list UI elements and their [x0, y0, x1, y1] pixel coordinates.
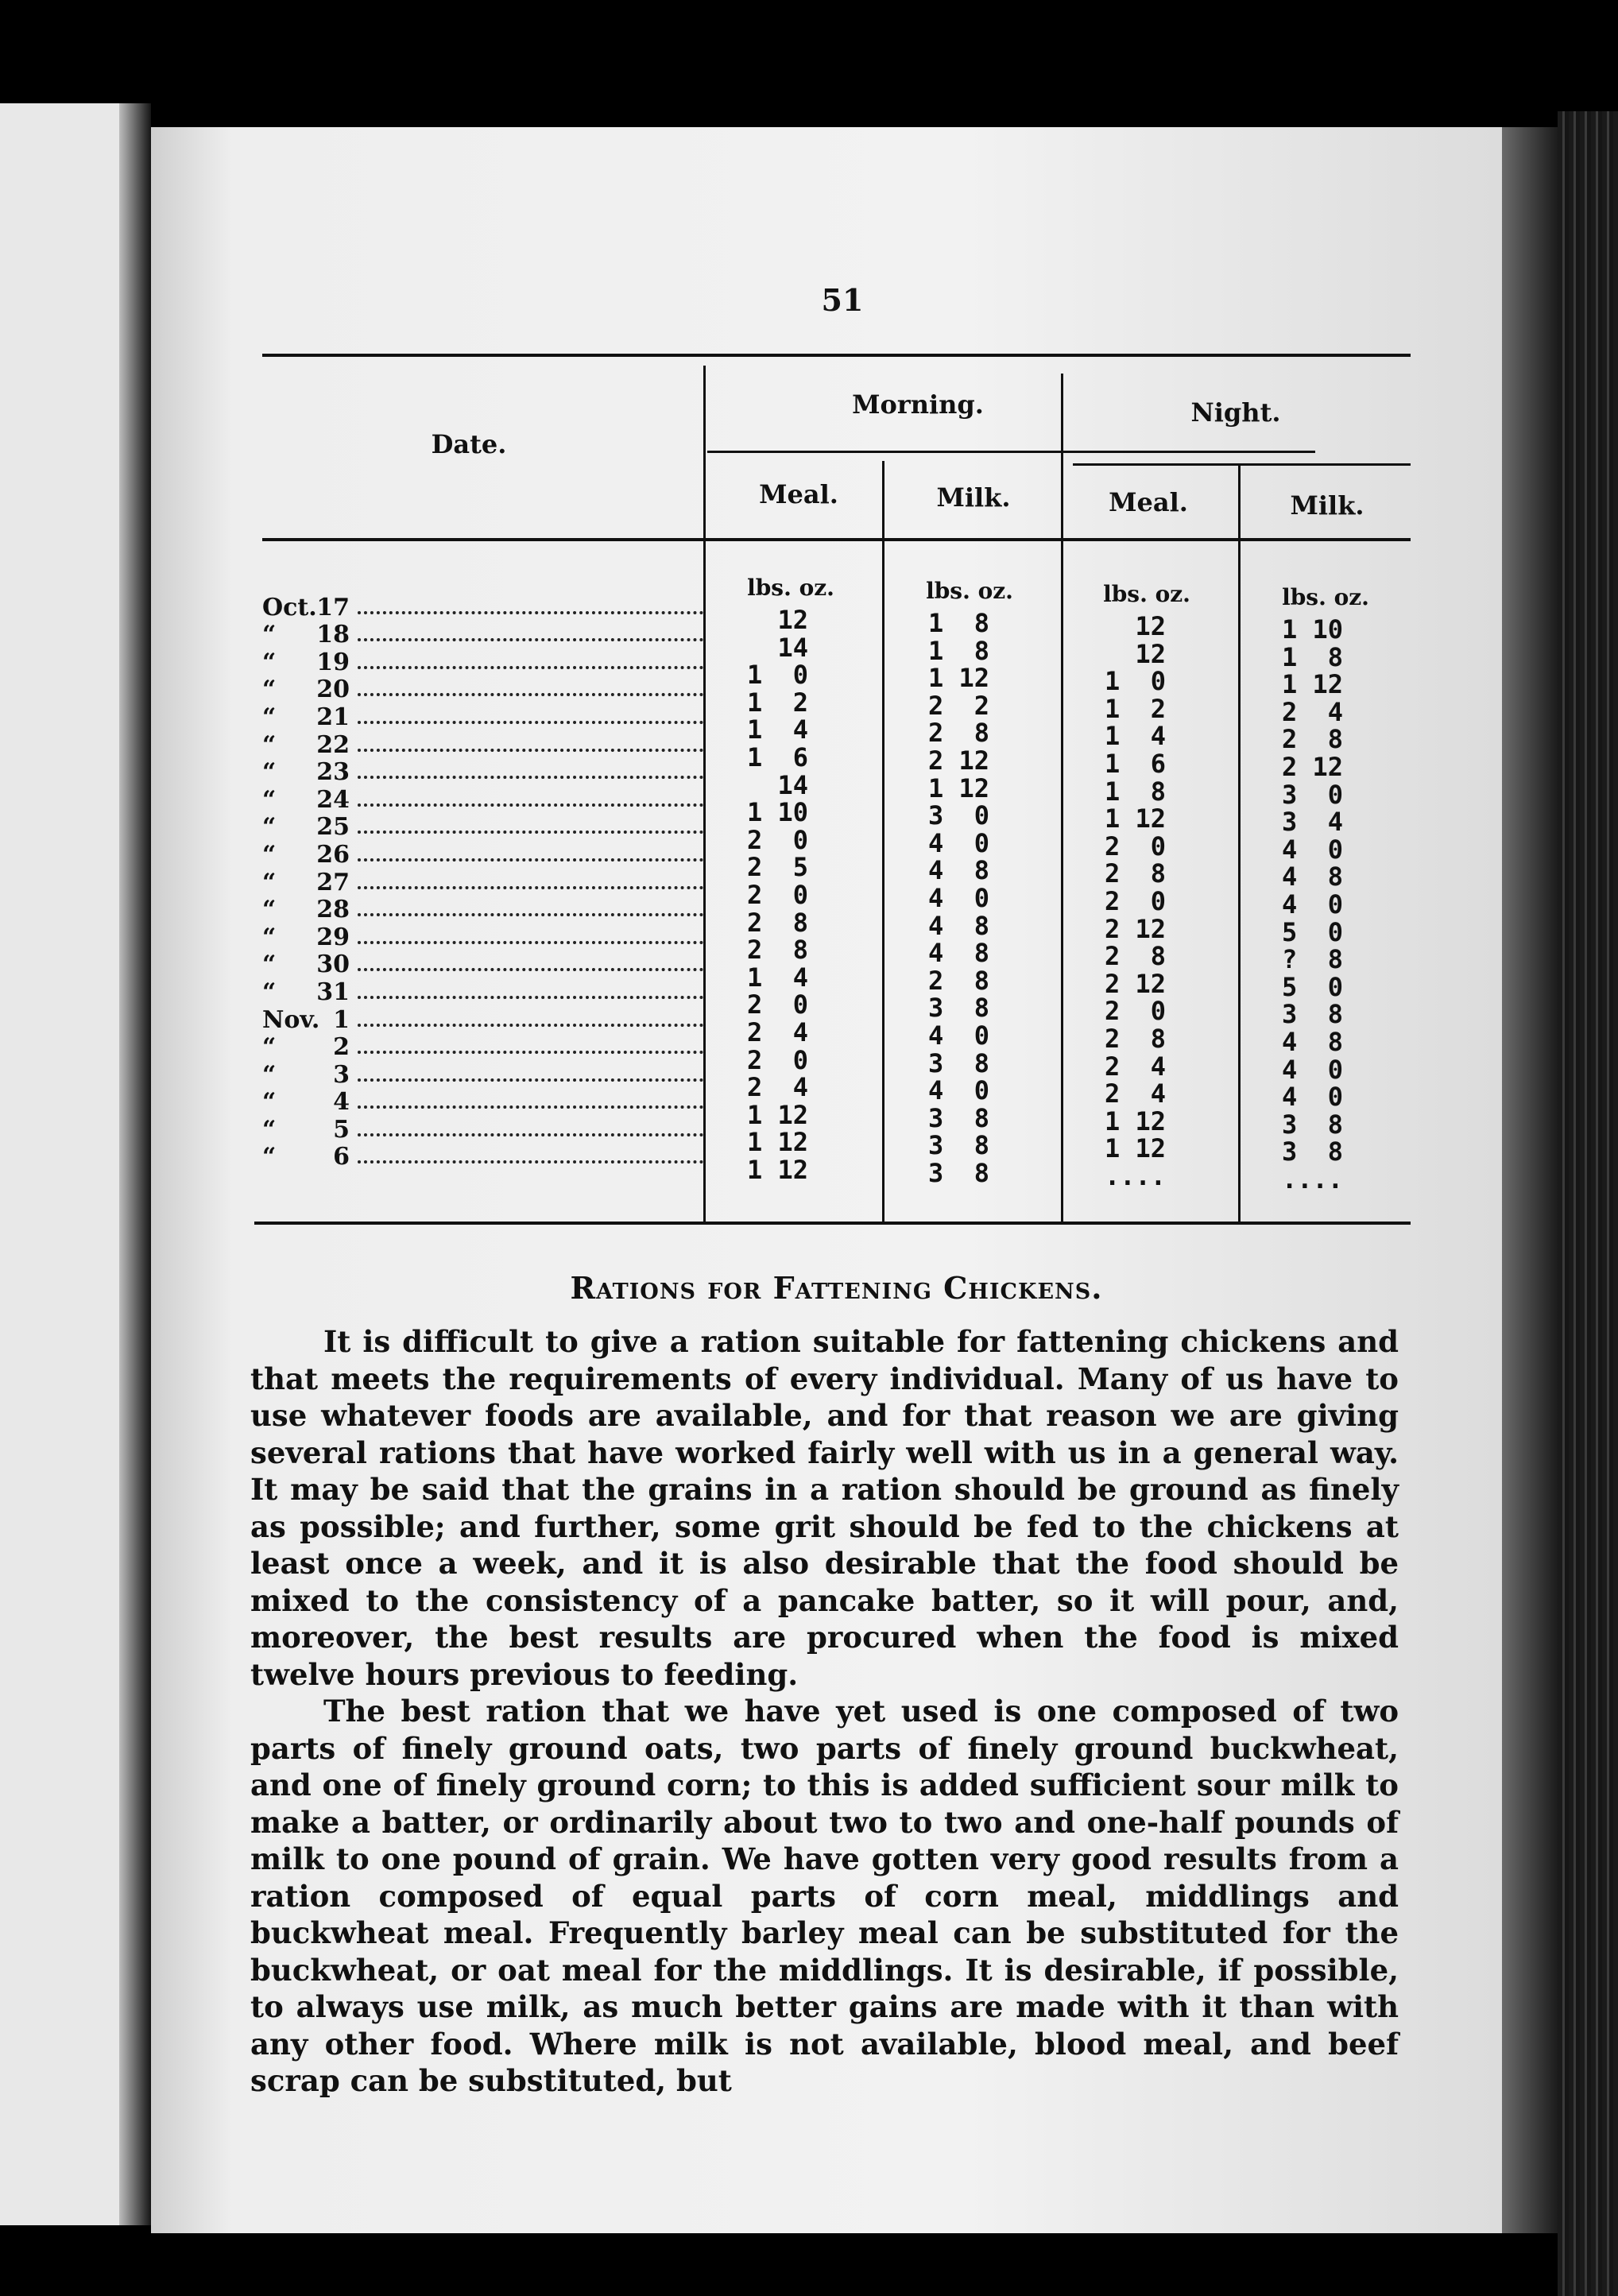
date-row — [262, 1034, 703, 1062]
morning-milk-cell: 1 12 — [928, 772, 990, 803]
morning-meal-cell: 1 12 — [747, 1099, 809, 1130]
date-row — [262, 786, 703, 814]
leader-dots — [358, 1160, 703, 1163]
leader-dots — [358, 638, 703, 641]
morning-meal-cell: 1 10 — [747, 797, 809, 828]
date-month: “ — [262, 896, 277, 924]
night-meal-cell: 2 4 — [1105, 1078, 1167, 1109]
night-milk-header: Milk. — [1290, 490, 1364, 521]
morning-meal-cell: 1 2 — [747, 687, 809, 718]
night-milk-cell: 4 0 — [1282, 1054, 1344, 1085]
night-milk-cell: 1 10 — [1282, 614, 1344, 645]
leader-dots — [358, 913, 703, 916]
night-meal-cell: 1 4 — [1105, 721, 1167, 752]
date-row — [262, 759, 703, 787]
date-month: Oct. — [262, 593, 317, 621]
night-milk-cell: 3 0 — [1282, 779, 1344, 810]
night-meal-cell: 12 — [1105, 611, 1167, 641]
night-meal-cell: 2 8 — [1105, 1023, 1167, 1054]
paragraph: The best ration that we have yet used is one composed of two parts of finely ground oats, two parts of finely ground buckwheat, and one of finely ground corn; to this is added sufficient sour milk to make a batter, or ordinarily about two to two and one-half pounds of milk to one pound of grain. We have gotten very good results from a ration composed of equal parts of corn meal, middlings and buckwheat meal. Frequently barley meal can be substituted for the buckwheat, or oat meal for the middlings. It is desirable, if possible, to always use milk, as much better gains are made with it than with any other food. Where milk is not available, blood meal, and beef scrap can be substituted, but — [250, 1694, 1399, 2098]
date-day: 17 — [316, 593, 350, 621]
leader-dots — [358, 776, 703, 779]
night-milk-cell: 4 0 — [1282, 834, 1344, 865]
night-meal-column — [1105, 613, 1240, 1190]
date-month: “ — [262, 758, 277, 787]
date-month: “ — [262, 868, 277, 896]
morning-milk-units: lbs. oz. — [926, 578, 1013, 604]
date-row — [262, 896, 703, 924]
morning-meal-cell: 1 0 — [747, 660, 809, 691]
night-meal-cell: 2 0 — [1105, 996, 1167, 1027]
night-milk-cell: 1 12 — [1282, 669, 1344, 700]
date-day: 2 — [333, 1033, 350, 1062]
night-milk-cell: 3 4 — [1282, 807, 1344, 838]
morning-milk-cell: 3 8 — [928, 993, 990, 1024]
date-row — [262, 978, 703, 1006]
night-milk-cell: 4 8 — [1282, 1026, 1344, 1057]
date-month: “ — [262, 730, 277, 759]
night-milk-cell: 4 0 — [1282, 1082, 1344, 1113]
left-page-edge — [0, 103, 119, 2225]
leader-dots — [358, 1051, 703, 1054]
date-day: 4 — [333, 1088, 350, 1117]
section-title: Rations for Fattening Chickens. — [570, 1270, 1103, 1306]
morning-milk-cell: 3 8 — [928, 1102, 990, 1133]
morning-meal-cell: 2 0 — [747, 879, 809, 910]
night-milk-cell: 2 12 — [1282, 751, 1344, 782]
leader-dots — [358, 1133, 703, 1136]
morning-meal-units: lbs. oz. — [747, 575, 834, 601]
table-top-rule — [262, 354, 1411, 357]
date-month: “ — [262, 840, 277, 869]
night-milk-cell: 2 4 — [1282, 696, 1344, 727]
morning-milk-cell: 4 0 — [928, 1020, 990, 1051]
leader-dots — [358, 749, 703, 752]
body-text — [250, 1323, 1399, 2100]
night-milk-cell: 3 8 — [1282, 1136, 1344, 1167]
date-day: 25 — [316, 813, 350, 842]
date-row — [262, 841, 703, 869]
leader-dots — [358, 968, 703, 971]
morning-milk-cell: 2 8 — [928, 718, 990, 749]
night-milk-cell: 2 8 — [1282, 724, 1344, 755]
night-meal-cell: 2 12 — [1105, 968, 1167, 999]
date-month: “ — [262, 1143, 277, 1171]
leader-dots — [358, 831, 703, 834]
morning-meal-cell: 1 6 — [747, 741, 809, 772]
leader-dots — [358, 666, 703, 669]
leader-dots — [358, 693, 703, 696]
morning-meal-cell: 2 0 — [747, 989, 809, 1020]
morning-meal-cell: 1 12 — [747, 1127, 809, 1158]
night-meal-cell: 2 12 — [1105, 913, 1167, 944]
morning-milk-cell: 3 8 — [928, 1157, 990, 1188]
morning-meal-cell: 14 — [747, 769, 809, 800]
morning-meal-cell: 2 5 — [747, 852, 809, 883]
date-day: 6 — [333, 1143, 350, 1171]
date-day: 30 — [316, 951, 350, 979]
feeding-table — [262, 354, 1411, 1260]
night-meal-cell: 2 8 — [1105, 941, 1167, 972]
date-row — [262, 1089, 703, 1117]
night-milk-cell: 4 0 — [1282, 889, 1344, 920]
morning-header: Morning. — [852, 389, 984, 420]
table-bottom-rule — [254, 1222, 1411, 1225]
morning-meal-cell: 1 4 — [747, 962, 809, 993]
date-month: “ — [262, 785, 277, 814]
morning-meal-cell: 12 — [747, 605, 809, 635]
night-meal-cell: 2 0 — [1105, 831, 1167, 861]
date-month: “ — [262, 1088, 277, 1117]
night-milk-cell: 3 8 — [1282, 1109, 1344, 1140]
night-milk-cell: 3 8 — [1282, 999, 1344, 1030]
night-header: Night. — [1190, 397, 1281, 428]
date-month: “ — [262, 676, 277, 704]
night-milk-column — [1282, 616, 1417, 1193]
date-row — [262, 951, 703, 979]
morning-meal-cell: 2 0 — [747, 824, 809, 855]
morning-milk-header: Milk. — [936, 482, 1011, 513]
leader-dots — [358, 941, 703, 944]
morning-column-divider — [882, 461, 884, 1224]
night-subheader-rule — [1073, 463, 1411, 466]
date-day: 27 — [316, 868, 350, 896]
night-meal-cell: 1 6 — [1105, 748, 1167, 779]
date-day: 26 — [316, 840, 350, 869]
date-column-divider — [703, 366, 706, 1224]
morning-meal-cell: 2 0 — [747, 1044, 809, 1075]
morning-meal-cell: 2 4 — [747, 1016, 809, 1047]
date-row — [262, 594, 703, 621]
date-month: “ — [262, 978, 277, 1006]
date-day: 18 — [316, 621, 350, 649]
morning-milk-cell: 4 0 — [928, 1075, 990, 1106]
morning-milk-cell: 3 8 — [928, 1047, 990, 1078]
date-month: “ — [262, 813, 277, 842]
night-milk-cell: 4 8 — [1282, 861, 1344, 892]
night-meal-cell: 1 12 — [1105, 803, 1167, 834]
morning-meal-cell: 1 12 — [747, 1154, 809, 1185]
morning-milk-cell: 4 8 — [928, 910, 990, 941]
morning-milk-cell: 4 8 — [928, 938, 990, 969]
night-milk-units: lbs. oz. — [1282, 584, 1369, 610]
morning-subheader-rule — [707, 451, 1315, 453]
night-milk-cell: 5 0 — [1282, 916, 1344, 947]
book-binding — [1558, 111, 1618, 2296]
date-month: “ — [262, 1060, 277, 1089]
morning-milk-cell: 1 8 — [928, 608, 990, 638]
night-milk-cell: .... — [1282, 1163, 1344, 1194]
morning-milk-cell: 3 8 — [928, 1130, 990, 1161]
date-row — [262, 676, 703, 704]
date-day: 20 — [316, 676, 350, 704]
morning-meal-cell: 2 4 — [747, 1072, 809, 1103]
date-month: “ — [262, 648, 277, 676]
date-day: 28 — [316, 896, 350, 924]
morning-meal-column — [747, 606, 882, 1183]
date-month: Nov. — [262, 1005, 320, 1034]
leader-dots — [358, 1105, 703, 1109]
morning-milk-cell: 2 8 — [928, 965, 990, 996]
night-meal-cell: .... — [1105, 1160, 1167, 1191]
date-month: “ — [262, 1033, 277, 1062]
morning-milk-cell: 1 12 — [928, 663, 990, 694]
date-row — [262, 649, 703, 676]
date-column — [262, 594, 703, 1171]
date-day: 3 — [333, 1060, 350, 1089]
date-month: “ — [262, 1115, 277, 1144]
morning-meal-cell: 1 4 — [747, 714, 809, 745]
night-meal-cell: 2 8 — [1105, 858, 1167, 889]
gutter-shadow — [119, 103, 151, 2225]
night-milk-cell: ? 8 — [1282, 944, 1344, 975]
date-month: “ — [262, 703, 277, 731]
morning-meal-cell: 2 8 — [747, 907, 809, 938]
night-meal-cell: 2 0 — [1105, 885, 1167, 916]
date-row — [262, 1116, 703, 1144]
page-edge-shadow — [1502, 127, 1558, 2233]
night-milk-cell: 5 0 — [1282, 971, 1344, 1002]
morning-meal-cell: 14 — [747, 632, 809, 663]
night-meal-cell: 2 4 — [1105, 1051, 1167, 1082]
date-day: 23 — [316, 758, 350, 787]
date-day: 21 — [316, 703, 350, 731]
page-number: 51 — [821, 282, 864, 318]
night-meal-cell: 12 — [1105, 638, 1167, 669]
night-meal-cell: 1 8 — [1105, 776, 1167, 807]
date-row — [262, 621, 703, 649]
night-milk-cell: 1 8 — [1282, 641, 1344, 672]
leader-dots — [358, 858, 703, 861]
morning-milk-cell: 4 0 — [928, 882, 990, 913]
night-meal-units: lbs. oz. — [1103, 581, 1190, 607]
leader-dots — [358, 1078, 703, 1082]
date-day: 1 — [333, 1005, 350, 1034]
date-row — [262, 1006, 703, 1034]
date-row — [262, 923, 703, 951]
leader-dots — [358, 886, 703, 889]
leader-dots — [358, 803, 703, 807]
date-header: Date. — [431, 429, 507, 459]
morning-meal-cell: 2 8 — [747, 935, 809, 966]
leader-dots — [358, 996, 703, 999]
date-day: 22 — [316, 730, 350, 759]
morning-milk-cell: 1 8 — [928, 635, 990, 666]
leader-dots — [358, 611, 703, 614]
date-row — [262, 1061, 703, 1089]
date-row — [262, 814, 703, 842]
date-row — [262, 869, 703, 896]
date-row — [262, 1144, 703, 1171]
leader-dots — [358, 1024, 703, 1027]
date-day: 24 — [316, 785, 350, 814]
paragraph: It is difficult to give a ration suitable for fattening chickens and that meets the requirements of every individual. Many of us have to use whatever foods are available, and for that reason we are giving several rations that have worked fairly well with us in a general way. It may be said that the grains in a ration should be ground as finely as possible; and further, some grit should be fed to the chickens at least once a week, and it is also desirable that the food should be mixed to the consistency of a pancake batter, so it will pour, and, moreover, the best results are procured when the food is mixed twelve hours previous to feeding. — [250, 1324, 1399, 1692]
morning-meal-header: Meal. — [759, 479, 838, 509]
night-meal-cell: 1 12 — [1105, 1133, 1167, 1164]
date-day: 31 — [316, 978, 350, 1006]
date-row — [262, 731, 703, 759]
leader-dots — [358, 721, 703, 724]
morning-milk-cell: 4 0 — [928, 827, 990, 858]
morning-milk-cell: 2 2 — [928, 690, 990, 721]
night-meal-cell: 1 0 — [1105, 666, 1167, 697]
date-month: “ — [262, 621, 277, 649]
date-day: 29 — [316, 923, 350, 951]
date-row — [262, 703, 703, 731]
date-month: “ — [262, 951, 277, 979]
date-day: 5 — [333, 1115, 350, 1144]
morning-milk-column — [928, 610, 1063, 1187]
date-month: “ — [262, 923, 277, 951]
night-meal-cell: 1 12 — [1105, 1105, 1167, 1136]
night-meal-header: Meal. — [1109, 487, 1188, 517]
morning-milk-cell: 4 8 — [928, 855, 990, 886]
morning-milk-cell: 2 12 — [928, 745, 990, 776]
morning-milk-cell: 3 0 — [928, 800, 990, 831]
date-day: 19 — [316, 648, 350, 676]
night-meal-cell: 1 2 — [1105, 693, 1167, 724]
